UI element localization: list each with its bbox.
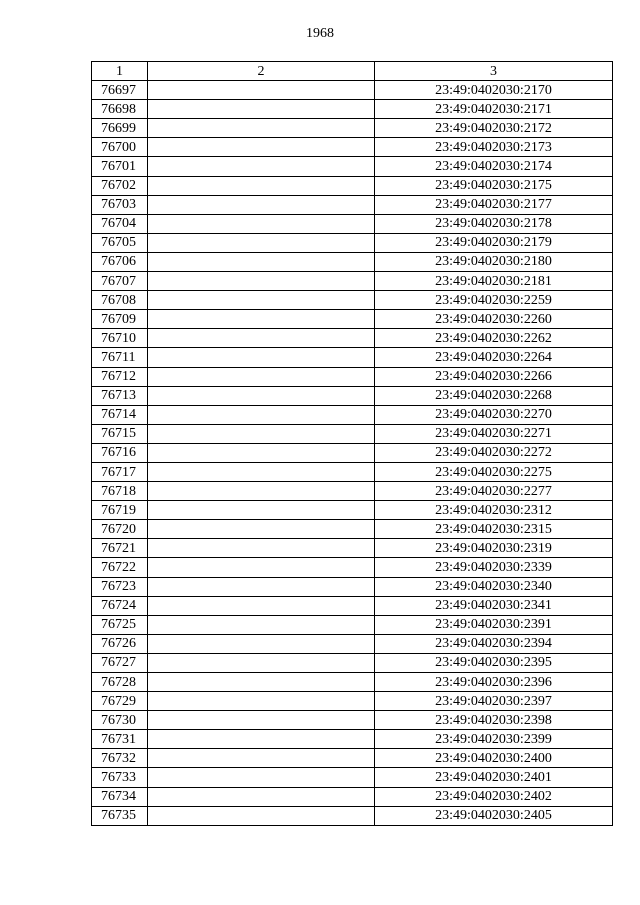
cadastral-number-cell: 23:49:0402030:2268 <box>375 386 613 405</box>
row-number-cell: 76733 <box>92 768 148 787</box>
cadastral-number-cell: 23:49:0402030:2397 <box>375 692 613 711</box>
cadastral-number-cell: 23:49:0402030:2401 <box>375 768 613 787</box>
row-empty-cell <box>148 539 375 558</box>
row-empty-cell <box>148 233 375 252</box>
cadastral-number-cell: 23:49:0402030:2340 <box>375 577 613 596</box>
cadastral-number-cell: 23:49:0402030:2399 <box>375 730 613 749</box>
table-row <box>92 806 613 825</box>
row-number-cell: 76723 <box>92 577 148 596</box>
row-number-cell: 76730 <box>92 711 148 730</box>
cadastral-number-cell: 23:49:0402030:2271 <box>375 424 613 443</box>
table-row <box>92 100 613 119</box>
row-empty-cell <box>148 405 375 424</box>
table-row <box>92 673 613 692</box>
row-empty-cell <box>148 673 375 692</box>
table-row <box>92 252 613 271</box>
column-header-2: 2 <box>148 62 375 81</box>
row-number-cell: 76715 <box>92 424 148 443</box>
cadastral-number-cell: 23:49:0402030:2177 <box>375 195 613 214</box>
cadastral-number-cell: 23:49:0402030:2315 <box>375 520 613 539</box>
row-number-cell: 76731 <box>92 730 148 749</box>
table-row <box>92 653 613 672</box>
row-number-cell: 76728 <box>92 673 148 692</box>
table-row <box>92 424 613 443</box>
row-empty-cell <box>148 195 375 214</box>
row-number-cell: 76722 <box>92 558 148 577</box>
cadastral-number-cell: 23:49:0402030:2179 <box>375 233 613 252</box>
table-row <box>92 482 613 501</box>
table-row <box>92 291 613 310</box>
cadastral-number-cell: 23:49:0402030:2262 <box>375 329 613 348</box>
row-number-cell: 76706 <box>92 252 148 271</box>
table-row <box>92 310 613 329</box>
cadastral-number-cell: 23:49:0402030:2181 <box>375 272 613 291</box>
row-number-cell: 76734 <box>92 787 148 806</box>
table-row <box>92 634 613 653</box>
row-number-cell: 76701 <box>92 157 148 176</box>
table-row <box>92 711 613 730</box>
row-empty-cell <box>148 81 375 100</box>
table-row <box>92 81 613 100</box>
table-row <box>92 405 613 424</box>
row-empty-cell <box>148 768 375 787</box>
cadastral-number-cell: 23:49:0402030:2178 <box>375 214 613 233</box>
cadastral-number-cell: 23:49:0402030:2394 <box>375 634 613 653</box>
cadastral-number-cell: 23:49:0402030:2264 <box>375 348 613 367</box>
row-number-cell: 76697 <box>92 81 148 100</box>
table-row <box>92 348 613 367</box>
cadastral-number-cell: 23:49:0402030:2395 <box>375 653 613 672</box>
row-empty-cell <box>148 501 375 520</box>
table-row <box>92 520 613 539</box>
row-number-cell: 76704 <box>92 214 148 233</box>
row-empty-cell <box>148 214 375 233</box>
row-empty-cell <box>148 386 375 405</box>
table-row <box>92 501 613 520</box>
row-number-cell: 76721 <box>92 539 148 558</box>
row-number-cell: 76708 <box>92 291 148 310</box>
row-empty-cell <box>148 577 375 596</box>
row-empty-cell <box>148 252 375 271</box>
cadastral-number-cell: 23:49:0402030:2172 <box>375 119 613 138</box>
table-row <box>92 749 613 768</box>
page-number: 1968 <box>306 26 334 41</box>
table-row <box>92 138 613 157</box>
cadastral-number-cell: 23:49:0402030:2341 <box>375 596 613 615</box>
column-header-3: 3 <box>375 62 613 81</box>
row-number-cell: 76702 <box>92 176 148 195</box>
row-empty-cell <box>148 424 375 443</box>
row-number-cell: 76724 <box>92 596 148 615</box>
row-number-cell: 76726 <box>92 634 148 653</box>
row-number-cell: 76700 <box>92 138 148 157</box>
table-row <box>92 462 613 481</box>
row-empty-cell <box>148 520 375 539</box>
row-number-cell: 76732 <box>92 749 148 768</box>
row-empty-cell <box>148 138 375 157</box>
row-number-cell: 76729 <box>92 692 148 711</box>
cadastral-number-cell: 23:49:0402030:2174 <box>375 157 613 176</box>
cadastral-number-cell: 23:49:0402030:2398 <box>375 711 613 730</box>
cadastral-number-cell: 23:49:0402030:2170 <box>375 81 613 100</box>
row-empty-cell <box>148 291 375 310</box>
table-row <box>92 119 613 138</box>
row-number-cell: 76710 <box>92 329 148 348</box>
row-number-cell: 76718 <box>92 482 148 501</box>
registry-table-body <box>92 62 613 826</box>
cadastral-number-cell: 23:49:0402030:2312 <box>375 501 613 520</box>
table-row <box>92 577 613 596</box>
table-row <box>92 596 613 615</box>
row-empty-cell <box>148 787 375 806</box>
cadastral-number-cell: 23:49:0402030:2405 <box>375 806 613 825</box>
row-number-cell: 76712 <box>92 367 148 386</box>
table-row <box>92 386 613 405</box>
row-number-cell: 76716 <box>92 443 148 462</box>
row-empty-cell <box>148 462 375 481</box>
table-row <box>92 443 613 462</box>
table-row <box>92 329 613 348</box>
registry-table <box>91 61 613 826</box>
cadastral-number-cell: 23:49:0402030:2391 <box>375 615 613 634</box>
row-empty-cell <box>148 443 375 462</box>
cadastral-number-cell: 23:49:0402030:2171 <box>375 100 613 119</box>
row-empty-cell <box>148 692 375 711</box>
cadastral-number-cell: 23:49:0402030:2266 <box>375 367 613 386</box>
row-number-cell: 76698 <box>92 100 148 119</box>
table-row <box>92 176 613 195</box>
cadastral-number-cell: 23:49:0402030:2260 <box>375 310 613 329</box>
cadastral-number-cell: 23:49:0402030:2275 <box>375 462 613 481</box>
row-empty-cell <box>148 653 375 672</box>
row-empty-cell <box>148 558 375 577</box>
row-empty-cell <box>148 329 375 348</box>
row-empty-cell <box>148 806 375 825</box>
row-number-cell: 76713 <box>92 386 148 405</box>
row-empty-cell <box>148 367 375 386</box>
row-empty-cell <box>148 730 375 749</box>
row-empty-cell <box>148 482 375 501</box>
table-row <box>92 539 613 558</box>
row-empty-cell <box>148 176 375 195</box>
row-number-cell: 76707 <box>92 272 148 291</box>
row-empty-cell <box>148 749 375 768</box>
row-number-cell: 76711 <box>92 348 148 367</box>
row-empty-cell <box>148 615 375 634</box>
row-empty-cell <box>148 711 375 730</box>
table-row <box>92 367 613 386</box>
column-header-1: 1 <box>92 62 148 81</box>
cadastral-number-cell: 23:49:0402030:2270 <box>375 405 613 424</box>
row-empty-cell <box>148 157 375 176</box>
row-empty-cell <box>148 100 375 119</box>
row-number-cell: 76720 <box>92 520 148 539</box>
row-empty-cell <box>148 272 375 291</box>
cadastral-number-cell: 23:49:0402030:2402 <box>375 787 613 806</box>
cadastral-number-cell: 23:49:0402030:2277 <box>375 482 613 501</box>
table-row <box>92 214 613 233</box>
row-number-cell: 76735 <box>92 806 148 825</box>
row-empty-cell <box>148 119 375 138</box>
table-row <box>92 768 613 787</box>
cadastral-number-cell: 23:49:0402030:2272 <box>375 443 613 462</box>
row-number-cell: 76725 <box>92 615 148 634</box>
row-empty-cell <box>148 596 375 615</box>
table-row <box>92 157 613 176</box>
cadastral-number-cell: 23:49:0402030:2259 <box>375 291 613 310</box>
table-row <box>92 195 613 214</box>
row-number-cell: 76705 <box>92 233 148 252</box>
table-row <box>92 272 613 291</box>
table-row <box>92 730 613 749</box>
cadastral-number-cell: 23:49:0402030:2339 <box>375 558 613 577</box>
table-row <box>92 233 613 252</box>
table-row <box>92 615 613 634</box>
row-empty-cell <box>148 634 375 653</box>
row-number-cell: 76719 <box>92 501 148 520</box>
row-number-cell: 76703 <box>92 195 148 214</box>
cadastral-number-cell: 23:49:0402030:2173 <box>375 138 613 157</box>
row-number-cell: 76727 <box>92 653 148 672</box>
row-number-cell: 76717 <box>92 462 148 481</box>
row-empty-cell <box>148 310 375 329</box>
row-number-cell: 76709 <box>92 310 148 329</box>
row-number-cell: 76714 <box>92 405 148 424</box>
table-header-row <box>92 62 613 81</box>
cadastral-number-cell: 23:49:0402030:2319 <box>375 539 613 558</box>
table-row <box>92 558 613 577</box>
table-row <box>92 692 613 711</box>
cadastral-number-cell: 23:49:0402030:2396 <box>375 673 613 692</box>
cadastral-number-cell: 23:49:0402030:2175 <box>375 176 613 195</box>
cadastral-number-cell: 23:49:0402030:2400 <box>375 749 613 768</box>
cadastral-number-cell: 23:49:0402030:2180 <box>375 252 613 271</box>
row-empty-cell <box>148 348 375 367</box>
table-row <box>92 787 613 806</box>
row-number-cell: 76699 <box>92 119 148 138</box>
